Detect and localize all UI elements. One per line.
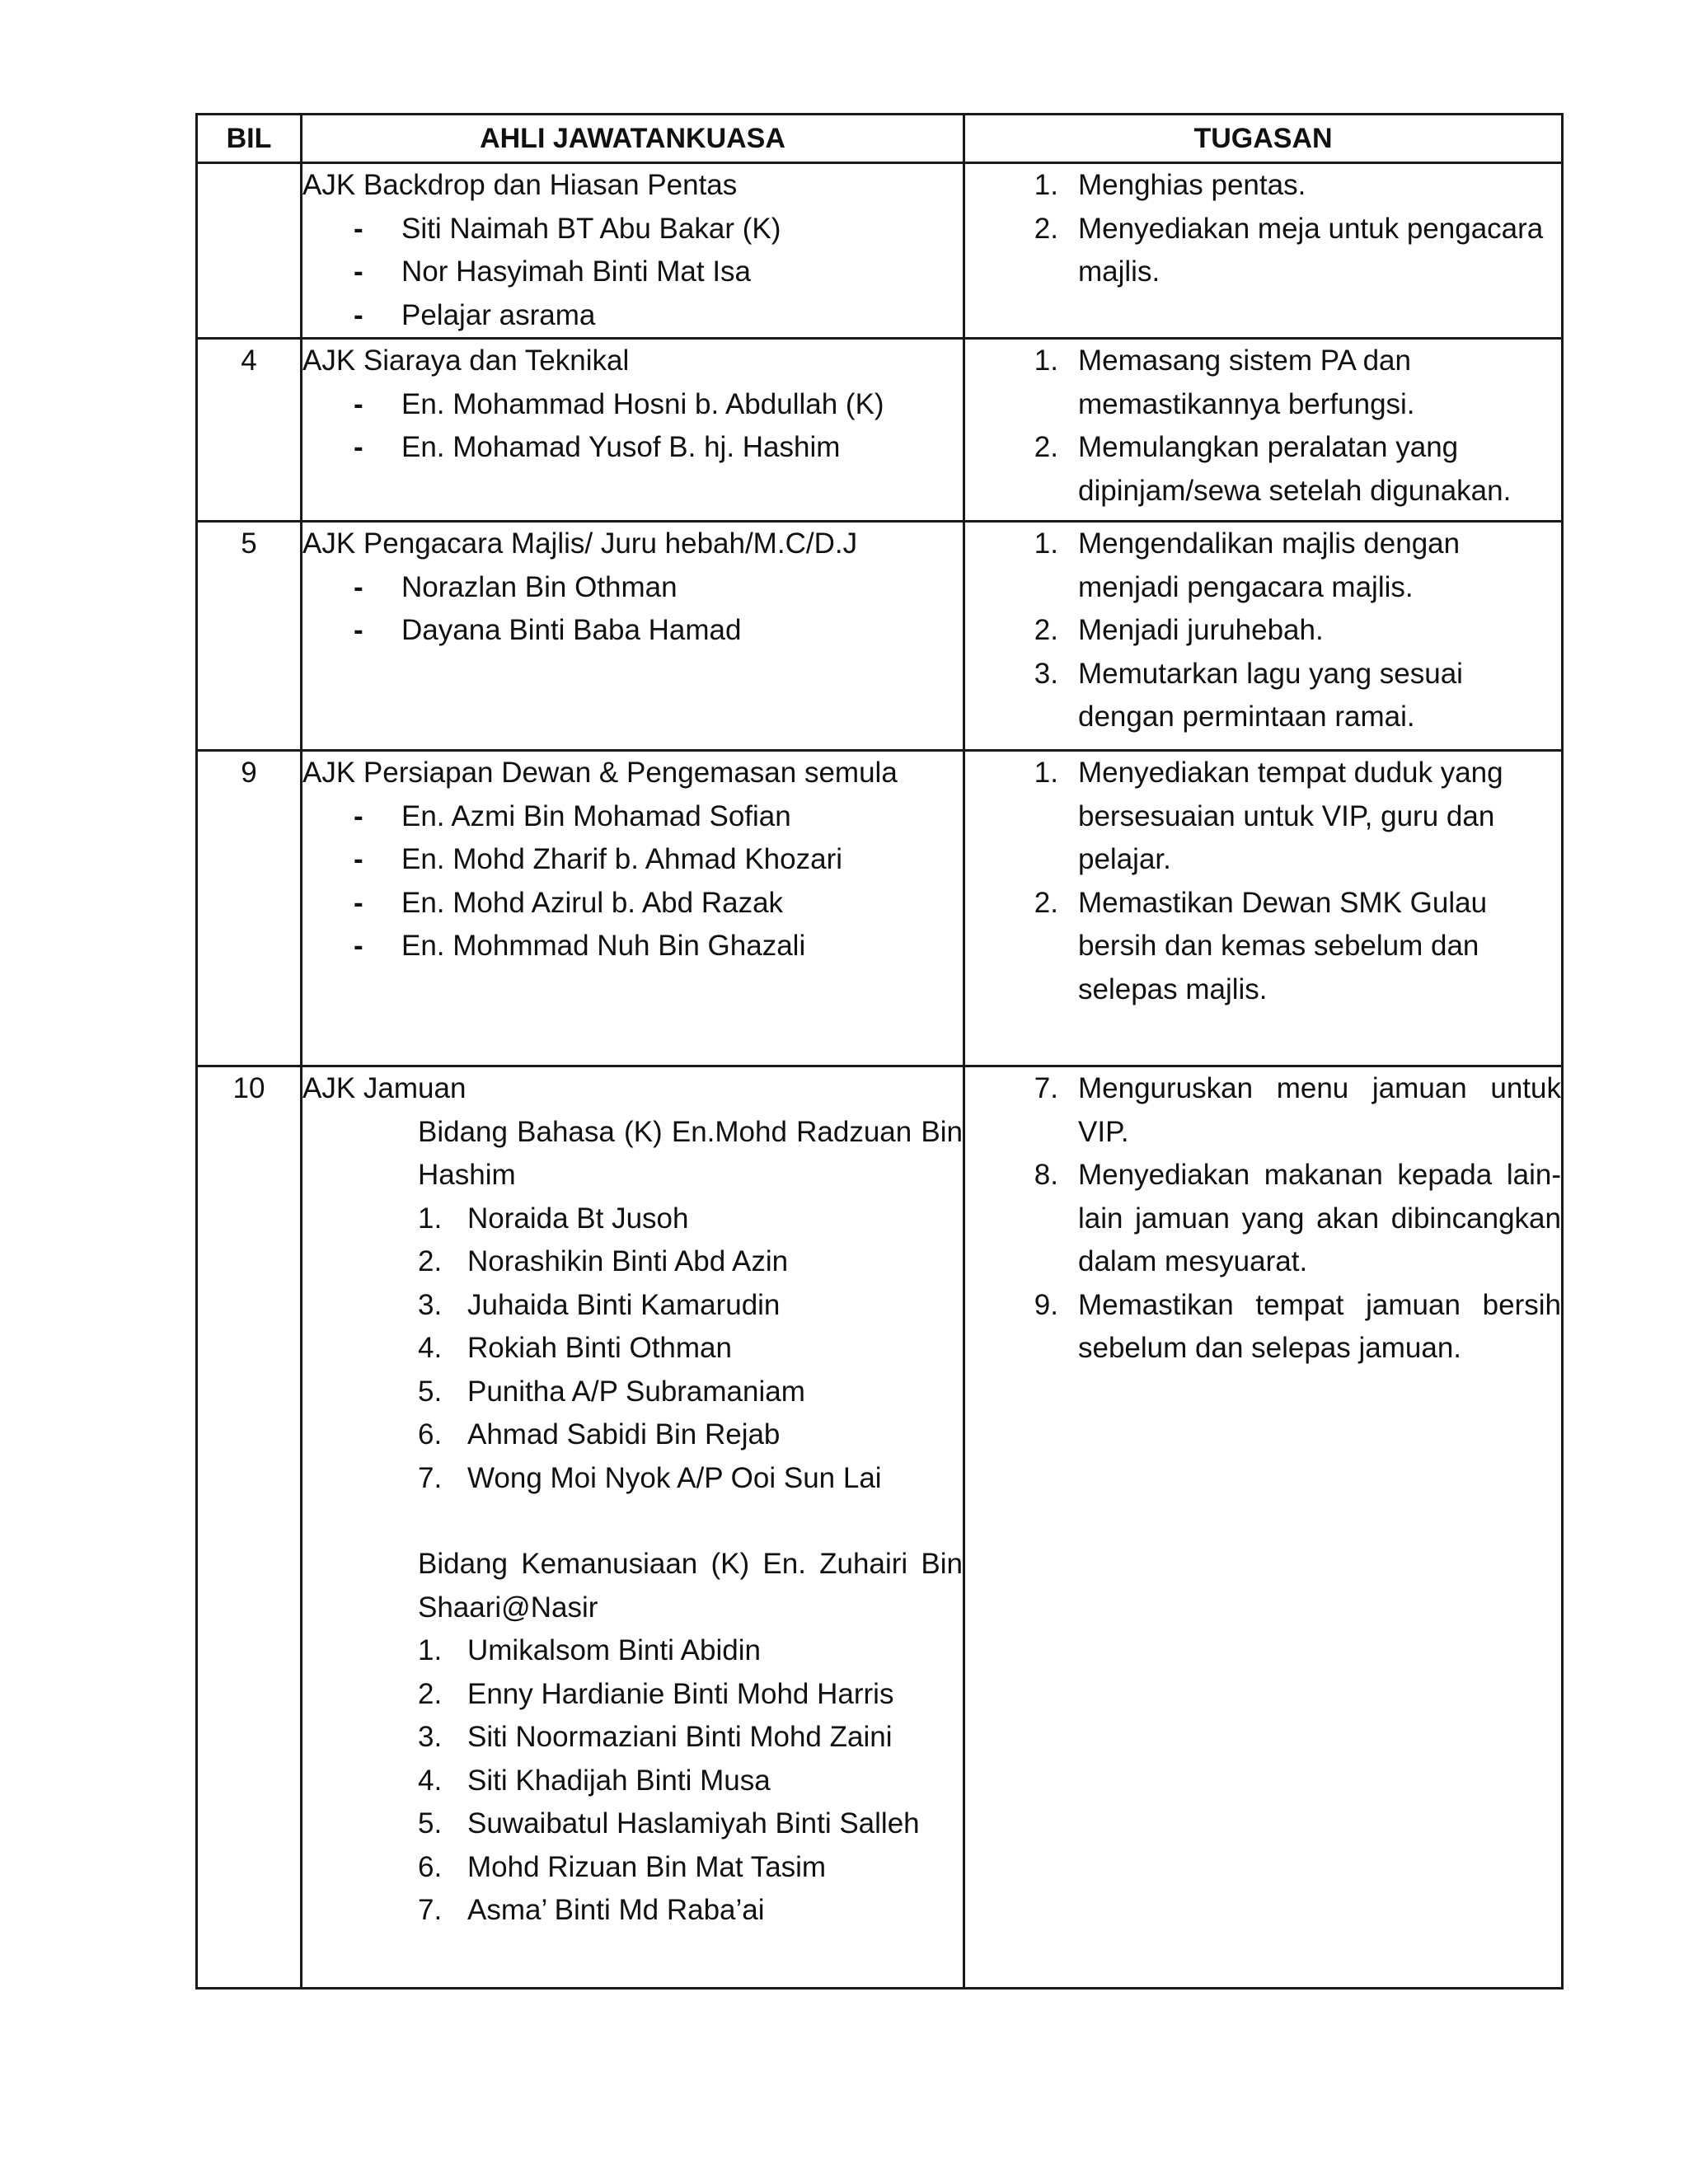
member-name: Siti Naimah BT Abu Bakar (K) <box>401 212 781 245</box>
member-name: Norashikin Binti Abd Azin <box>467 1245 789 1277</box>
header-tugasan: TUGASAN <box>964 115 1563 163</box>
task-item <box>965 653 1561 739</box>
member-number: 4. <box>418 1764 443 1797</box>
task-number: 2. <box>1034 212 1058 245</box>
member-item <box>302 426 963 470</box>
dash-bullet: - <box>354 886 363 919</box>
task-number: 9. <box>1034 1288 1058 1321</box>
task-text: Menguruskan menu jamuan untuk VIP. <box>1078 1072 1561 1148</box>
task-number: 1. <box>1034 527 1058 560</box>
task-text: Memulangkan peralatan yang dipinjam/sewa setelah digunakan. <box>1078 431 1512 507</box>
member-item <box>302 1802 963 1846</box>
task-number: 1. <box>1034 169 1058 201</box>
member-number: 3. <box>418 1721 443 1753</box>
member-name: Asma’ Binti Md Raba’ai <box>467 1894 765 1926</box>
member-name: Ahmad Sabidi Bin Rejab <box>467 1418 781 1451</box>
task-text: Memutarkan lagu yang sesuai dengan permintaan ramai. <box>1078 657 1463 733</box>
member-item <box>302 251 963 294</box>
task-item <box>965 523 1561 609</box>
dash-bullet: - <box>354 255 363 288</box>
task-text: Mengendalikan majlis dengan menjadi pengacara majlis. <box>1078 527 1461 603</box>
member-item <box>302 1197 963 1241</box>
task-text: Memastikan tempat jamuan bersih sebelum dan selepas jamuan. <box>1078 1288 1561 1364</box>
member-name: En. Mohd Azirul b. Abd Razak <box>401 886 784 919</box>
member-name: Mohd Rizuan Bin Mat Tasim <box>467 1850 827 1883</box>
committee-cell <box>302 522 964 751</box>
member-number: 5. <box>418 1375 443 1408</box>
task-item <box>965 426 1561 513</box>
member-number: 7. <box>418 1461 443 1494</box>
dash-bullet: - <box>354 298 363 331</box>
task-text: Menghias pentas. <box>1078 169 1306 201</box>
member-item <box>302 1673 963 1717</box>
task-item <box>965 340 1561 426</box>
member-item <box>302 566 963 610</box>
member-number: 4. <box>418 1332 443 1364</box>
task-text: Menyediakan makanan kepada lain-lain jamuan yang akan dibincangkan dalam mesyuarat. <box>1078 1159 1561 1277</box>
dash-bullet: - <box>354 930 363 962</box>
row-number: 5 <box>197 522 302 751</box>
row-number: 4 <box>197 339 302 522</box>
member-name: En. Mohmmad Nuh Bin Ghazali <box>401 930 806 962</box>
dash-bullet: - <box>354 570 363 603</box>
member-item <box>302 1327 963 1371</box>
group-heading: Bidang Bahasa (K) En.Mohd Radzuan Bin Hashim <box>418 1115 963 1191</box>
row-number: 9 <box>197 751 302 1066</box>
member-item <box>302 208 963 251</box>
member-name: Suwaibatul Haslamiyah Binti Salleh <box>467 1807 920 1840</box>
member-name: Pelajar asrama <box>401 298 596 331</box>
member-name: Wong Moi Nyok A/P Ooi Sun Lai <box>467 1461 882 1494</box>
member-number: 3. <box>418 1288 443 1321</box>
member-item <box>302 1846 963 1890</box>
member-name: Enny Hardianie Binti Mohd Harris <box>467 1677 894 1710</box>
table-row <box>197 339 1563 522</box>
member-name: En. Mohamad Yusof B. hj. Hashim <box>401 431 841 463</box>
member-name: Noraida Bt Jusoh <box>467 1202 689 1235</box>
committee-cell <box>302 1066 964 1989</box>
group-heading: Bidang Kemanusiaan (K) En. Zuhairi Bin Shaari@Nasir <box>418 1548 963 1624</box>
task-item <box>965 1154 1561 1284</box>
committee-title: AJK Pengacara Majlis/ Juru hebah/M.C/D.J <box>302 527 858 560</box>
dash-bullet: - <box>354 387 363 420</box>
group-spacer <box>302 1500 963 1543</box>
member-item <box>302 882 963 926</box>
task-cell <box>964 1066 1563 1989</box>
task-item <box>965 609 1561 653</box>
member-item <box>302 1284 963 1328</box>
task-item <box>965 1284 1561 1371</box>
committee-title: AJK Jamuan <box>302 1072 467 1104</box>
row-number <box>197 163 302 339</box>
member-item <box>302 609 963 653</box>
header-bil: BIL <box>197 115 302 163</box>
task-item <box>965 882 1561 1012</box>
member-item <box>302 795 963 839</box>
task-number: 7. <box>1034 1072 1058 1104</box>
table-row <box>197 522 1563 751</box>
member-item <box>302 925 963 968</box>
member-number: 2. <box>418 1245 443 1277</box>
member-name: En. Mohd Zharif b. Ahmad Khozari <box>401 843 842 875</box>
member-name: Nor Hasyimah Binti Mat Isa <box>401 255 752 288</box>
task-cell <box>964 163 1563 339</box>
member-item <box>302 1716 963 1760</box>
dash-bullet: - <box>354 431 363 463</box>
committee-title: AJK Persiapan Dewan & Pengemasan semula <box>302 757 898 789</box>
table-row <box>197 163 1563 339</box>
committee-title: AJK Backdrop dan Hiasan Pentas <box>302 169 738 201</box>
task-text: Menjadi juruhebah. <box>1078 614 1324 646</box>
committee-table <box>195 113 1564 1990</box>
task-cell <box>964 522 1563 751</box>
member-number: 2. <box>418 1677 443 1710</box>
task-text: Memastikan Dewan SMK Gulau bersih dan kemas sebelum dan selepas majlis. <box>1078 886 1488 1005</box>
committee-cell <box>302 751 964 1066</box>
table-header-row <box>197 115 1563 163</box>
member-name: Rokiah Binti Othman <box>467 1332 732 1364</box>
dash-bullet: - <box>354 614 363 646</box>
member-number: 1. <box>418 1202 443 1235</box>
task-number: 2. <box>1034 614 1058 646</box>
member-name: En. Mohammad Hosni b. Abdullah (K) <box>401 387 884 420</box>
member-item <box>302 1760 963 1803</box>
member-number: 6. <box>418 1850 443 1883</box>
member-item <box>302 838 963 882</box>
member-name: Punitha A/P Subramaniam <box>467 1375 805 1408</box>
member-name: Dayana Binti Baba Hamad <box>401 614 742 646</box>
member-name: En. Azmi Bin Mohamad Sofian <box>401 799 791 832</box>
task-text: Menyediakan tempat duduk yang bersesuaian untuk VIP, guru dan pelajar. <box>1078 757 1503 875</box>
task-number: 1. <box>1034 344 1058 377</box>
member-item <box>302 1629 963 1673</box>
task-number: 3. <box>1034 657 1058 690</box>
member-item <box>302 1413 963 1457</box>
table-row <box>197 1066 1563 1989</box>
task-number: 2. <box>1034 886 1058 919</box>
task-item <box>965 208 1561 294</box>
task-item <box>965 752 1561 882</box>
row-number: 10 <box>197 1066 302 1989</box>
task-item <box>965 1067 1561 1154</box>
table-row <box>197 751 1563 1066</box>
member-item <box>302 1240 963 1284</box>
member-name: Umikalsom Binti Abidin <box>467 1634 761 1666</box>
member-item <box>302 383 963 427</box>
member-number: 1. <box>418 1634 443 1666</box>
header-ahli-jawatankuasa: AHLI JAWATANKUASA <box>302 115 964 163</box>
member-item <box>302 1371 963 1414</box>
member-item <box>302 294 963 338</box>
task-cell <box>964 751 1563 1066</box>
member-item <box>302 1457 963 1501</box>
dash-bullet: - <box>354 799 363 832</box>
committee-title: AJK Siaraya dan Teknikal <box>302 344 630 377</box>
task-cell <box>964 339 1563 522</box>
task-text: Memasang sistem PA dan memastikannya berfungsi. <box>1078 344 1415 420</box>
member-name: Norazlan Bin Othman <box>401 570 678 603</box>
member-item <box>302 1889 963 1933</box>
task-number: 1. <box>1034 757 1058 789</box>
member-name: Siti Noormaziani Binti Mohd Zaini <box>467 1721 893 1753</box>
committee-cell <box>302 163 964 339</box>
task-number: 2. <box>1034 431 1058 463</box>
member-number: 5. <box>418 1807 443 1840</box>
dash-bullet: - <box>354 212 363 245</box>
member-name: Siti Khadijah Binti Musa <box>467 1764 771 1797</box>
member-number: 7. <box>418 1894 443 1926</box>
member-name: Juhaida Binti Kamarudin <box>467 1288 781 1321</box>
committee-cell <box>302 339 964 522</box>
dash-bullet: - <box>354 843 363 875</box>
task-number: 8. <box>1034 1159 1058 1191</box>
task-item <box>965 164 1561 208</box>
member-number: 6. <box>418 1418 443 1451</box>
task-text: Menyediakan meja untuk pengacara majlis. <box>1078 212 1544 288</box>
